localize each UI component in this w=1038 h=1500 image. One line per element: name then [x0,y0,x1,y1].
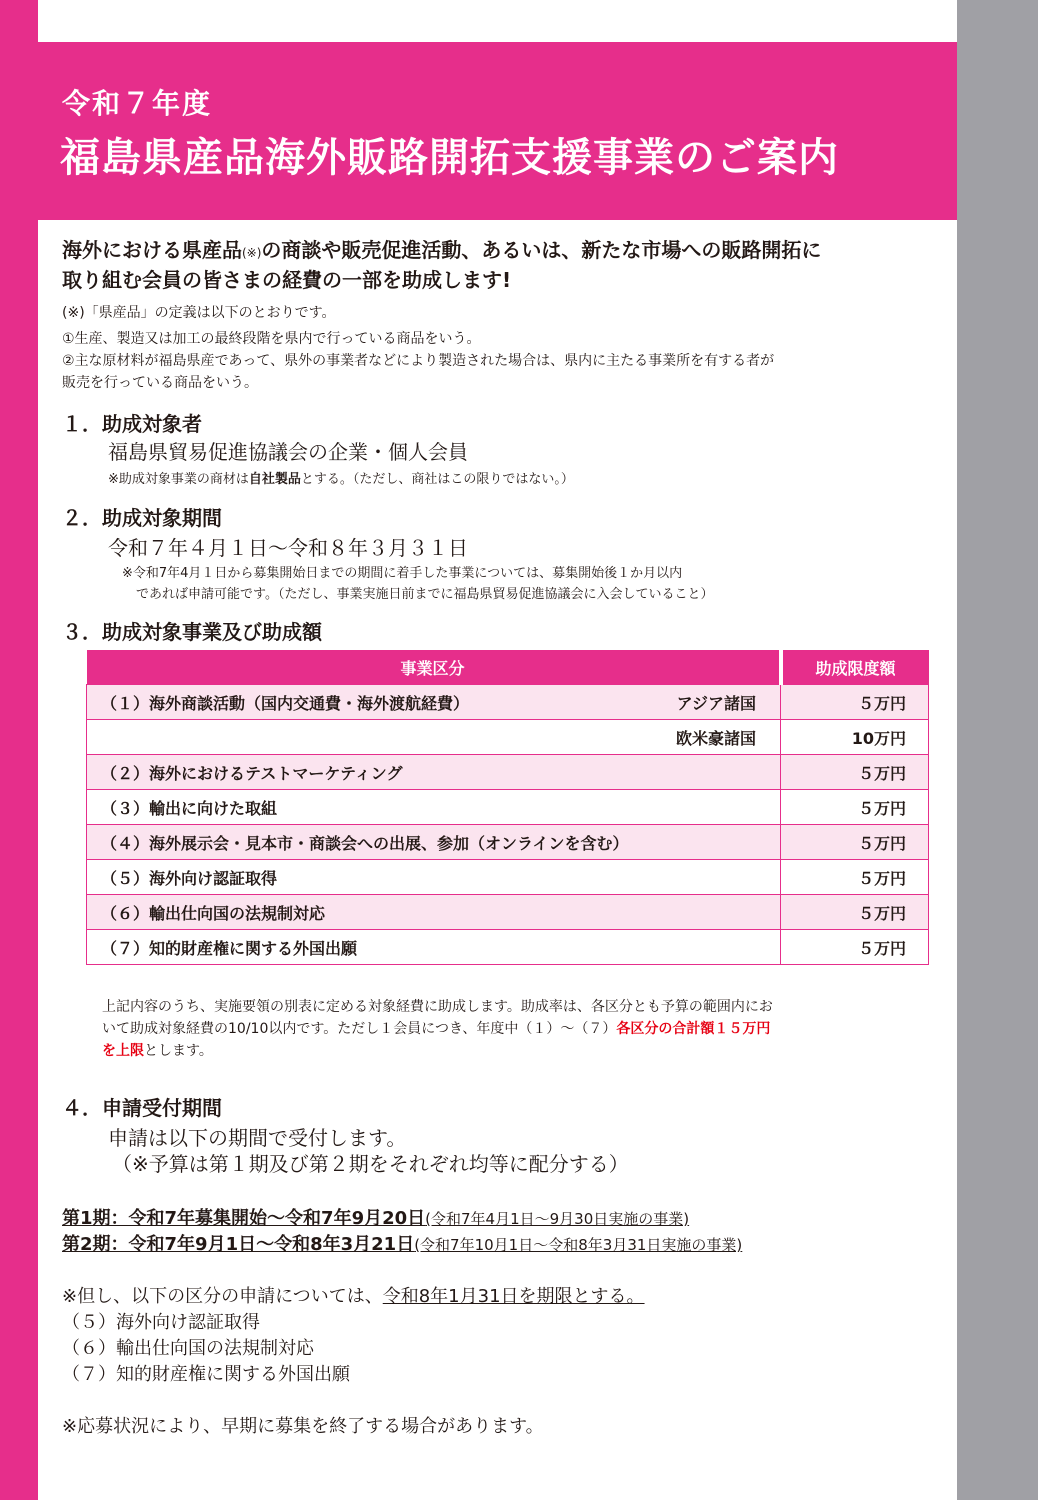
row-label: （３）輸出に向けた取組 [87,790,781,825]
period-1-dates: 第1期：令和7年募集開始～令和7年9月20日 [62,1208,426,1229]
lead-mark: (※) [242,246,262,260]
row-amount: ５万円 [781,825,929,860]
deadline-item: （５）海外向け認証取得 [62,1312,260,1333]
period-2-dates: 第2期：令和7年9月1日～令和8年3月21日 [62,1234,415,1255]
row-amount: ５万円 [781,790,929,825]
table-row [87,790,929,825]
row-label: （４）海外展示会・見本市・商談会への出展、参加（オンラインを含む） [87,825,781,860]
section-1-note [108,468,574,487]
table-header-amount: 助成限度額 [781,650,929,685]
row-amount: ５万円 [781,895,929,930]
section-2-body: 令和７年４月１日～令和８年３月３１日 [108,536,468,560]
left-accent-bar [0,0,38,1500]
row-amount: ５万円 [781,685,929,720]
table-header-category: 事業区分 [87,650,781,685]
section-3-after-3 [102,1040,213,1060]
page-title: 福島県産品海外販路開拓支援事業のご案内 [60,135,839,181]
section-3-limit-highlight: 各区分の合計額１５万円 [616,1021,771,1037]
section-3-after-3b: とします。 [144,1043,213,1059]
table-header-row [87,650,929,685]
section-1-body: 福島県貿易促進協議会の企業・個人会員 [108,440,468,464]
lead-text-b: の商談や販売促進活動、あるいは、新たな市場への販路開拓に [261,238,822,262]
table-row [87,685,929,720]
section-1-note-c: とする。（ただし、商社はこの限りではない。） [300,472,574,487]
definition-intro: (※)「県産品」の定義は以下のとおりです。 [62,305,336,321]
period-2-note: (令和7年10月1日～令和8年3月31日実施の事業) [414,1236,743,1254]
section-4-body-1: 申請は以下の期間で受付します。 [108,1126,407,1150]
row-label: （１）海外商談活動（国内交通費・海外渡航経費） [101,693,470,713]
table-row [87,930,929,965]
section-3-heading: ３．助成対象事業及び助成額 [62,620,322,644]
table-row [87,895,929,930]
header-banner [38,42,957,220]
section-2-heading: ２．助成対象期間 [62,506,222,530]
table-row [87,755,929,790]
section-3-after-2 [102,1018,770,1038]
deadline-item: （６）輸出仕向国の法規制対応 [62,1338,314,1359]
section-2-note-2: であれば申請可能です。（ただし、事業実施日前までに福島県貿易促進協議会に入会していること） [136,587,714,602]
row-amount: ５万円 [781,860,929,895]
section-3-limit-highlight-2: を上限 [102,1043,144,1059]
row-label: （２）海外におけるテストマーケティング [87,755,781,790]
row-label: （６）輸出仕向国の法規制対応 [87,895,781,930]
section-3-after-2a: いて助成対象経費の10/10以内です。ただし１会員につき、年度中（１）～（７） [102,1021,617,1037]
section-4-heading: ４．申請受付期間 [62,1096,222,1120]
deadline-note [62,1282,645,1308]
row-region: 欧米豪諸国 [675,728,756,748]
section-2-note-1: ※令和7年4月１日から募集開始日までの期間に着手した事業については、募集開始後１か月以内 [122,566,683,581]
row-label: （７）知的財産権に関する外国出願 [87,930,781,965]
period-1-note: (令和7年4月1日～9月30日実施の事業) [425,1210,690,1228]
deadline-item: （７）知的財産権に関する外国出願 [62,1364,350,1385]
subsidy-table [86,650,929,965]
row-amount: ５万円 [781,930,929,965]
row-label: （５）海外向け認証取得 [87,860,781,895]
table-row [87,825,929,860]
lead-line-1 [62,234,821,263]
section-1-heading: １．助成対象者 [62,412,202,436]
section-1-note-bold: 自社製品 [248,472,301,487]
row-amount: ５万円 [781,755,929,790]
definition-item-2a: ②主な原材料が福島県産であって、県外の事業者などにより製造された場合は、県内に主たる事業所を有する者が [62,353,775,369]
definition-item-1: ①生産、製造又は加工の最終段階を県内で行っている商品をいう。 [62,331,481,347]
row-region: アジア諸国 [676,693,756,713]
table-row [87,860,929,895]
definition-item-2b: 販売を行っている商品をいう。 [62,375,258,391]
row-amount: 10万円 [781,720,929,755]
period-2 [62,1230,742,1256]
deadline-date: 令和8年1月31日を期限とする。 [382,1286,645,1307]
period-1 [62,1204,689,1230]
section-3-after-1: 上記内容のうち、実施要領の別表に定める対象経費に助成します。助成率は、各区分とも予算の範囲内にお [102,999,773,1015]
table-row [87,720,929,755]
deadline-text: ※但し、以下の区分の申請については、 [62,1286,383,1307]
lead-line-2: 取り組む会員の皆さまの経費の一部を助成します! [62,268,512,292]
header-year: 令和７年度 [62,87,213,120]
right-gray-bar [957,0,1038,1500]
section-4-body-2: （※予算は第１期及び第２期をそれぞれ均等に配分する） [112,1152,629,1176]
lead-text-a: 海外における県産品 [62,238,242,262]
closing-note: ※応募状況により、早期に募集を終了する場合があります。 [62,1416,544,1437]
section-1-note-a: ※助成対象事業の商材は [108,472,249,487]
